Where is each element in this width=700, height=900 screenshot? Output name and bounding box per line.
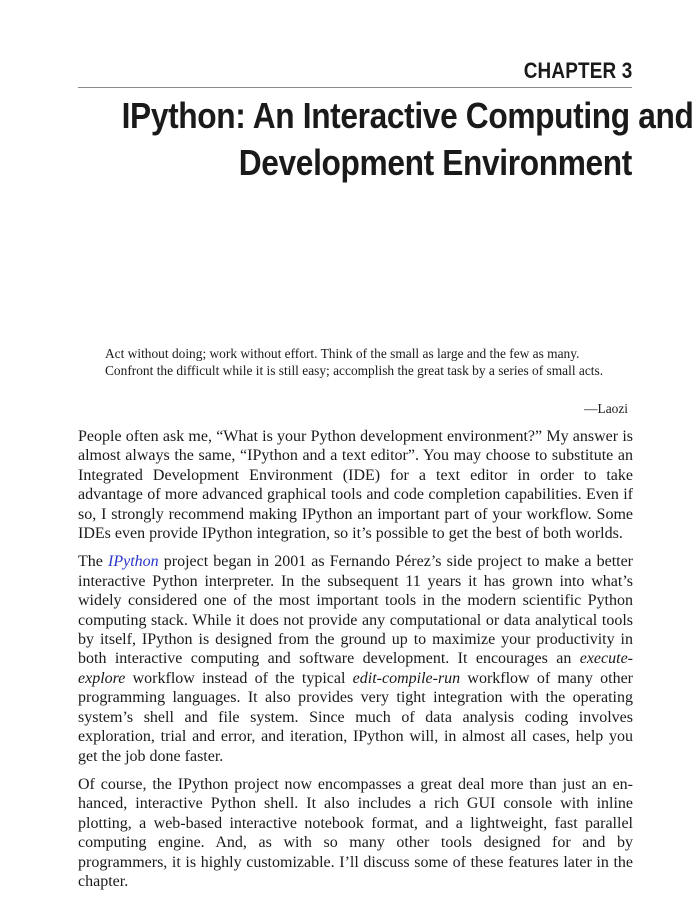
epigraph-attribution: —Laozi [584,401,628,416]
epigraph-quote: Act without doing; work without effort. Think of the small as large and the few as many. Confront the difficult while it is still easy; accomplish the great task by a series of small acts. [105,346,604,379]
paragraph-1: People often ask me, “What is your Python development environment?” My answer is almost always the same, “IPython and a text editor”. You may choose to substitute an Integrated Development Environment (IDE) for a text editor in order to take advantage of more advanced graphical tools and code completion capabilities. Even if so, I strongly recommend making IPython an important part of your workflow. Some IDEs even provide IPython integration, so it’s possible to get the best of both worlds. [78,428,633,543]
emphasis-edit-compile-run: edit-compile-run [352,669,461,687]
chapter-title-line-2: Development Environment [238,142,632,183]
paragraph-2-prefix: The [78,553,108,571]
chapter-divider [78,87,632,88]
paragraph-2-text-c: workflow of many other programming languages. It also provides very tight integration with the operating system’s shell and file system. Since much of data analysis coding involves exploration, trial and error, and iteration, IPython will, in almost all cases, help you get the job done faster. [78,669,633,765]
body-text [78,427,633,900]
paragraph-3: Of course, the IPython project now encompasses a great deal more than just an enhanced, interactive Python shell. It also includes a rich GUI console with inline plotting, a web-based interactive notebook format, and a lightweight, fast parallel computing engine. And, as with so many other tools designed for and by programmers, it is highly customizable. I’ll discuss some of these features later in the chapter. [78,775,633,890]
chapter-title-line-1: IPython: An Interactive Computing and [121,95,694,136]
chapter-label: CHAPTER 3 [523,58,632,83]
paragraph-2 [78,552,633,765]
paragraph-2-text-a: project began in 2001 as Fernando Pérez’s side project to make a better interactive Python interpreter. In the subsequent 11 years it has grown into what’s widely considered one of the most important tools in the modern scientific Python computing stack. While it does not provide any computational or data analytical tools by itself, IPython is designed from the ground up to maximize your productivity in both interactive computing and software development. It encourages an [78,553,634,668]
paragraph-2-text-b: workflow instead of the typical [125,669,353,687]
chapter-title [52,92,694,186]
emphasis-execute-explore: execute-explore [78,650,633,687]
ipython-link[interactable]: IPython [108,553,159,571]
